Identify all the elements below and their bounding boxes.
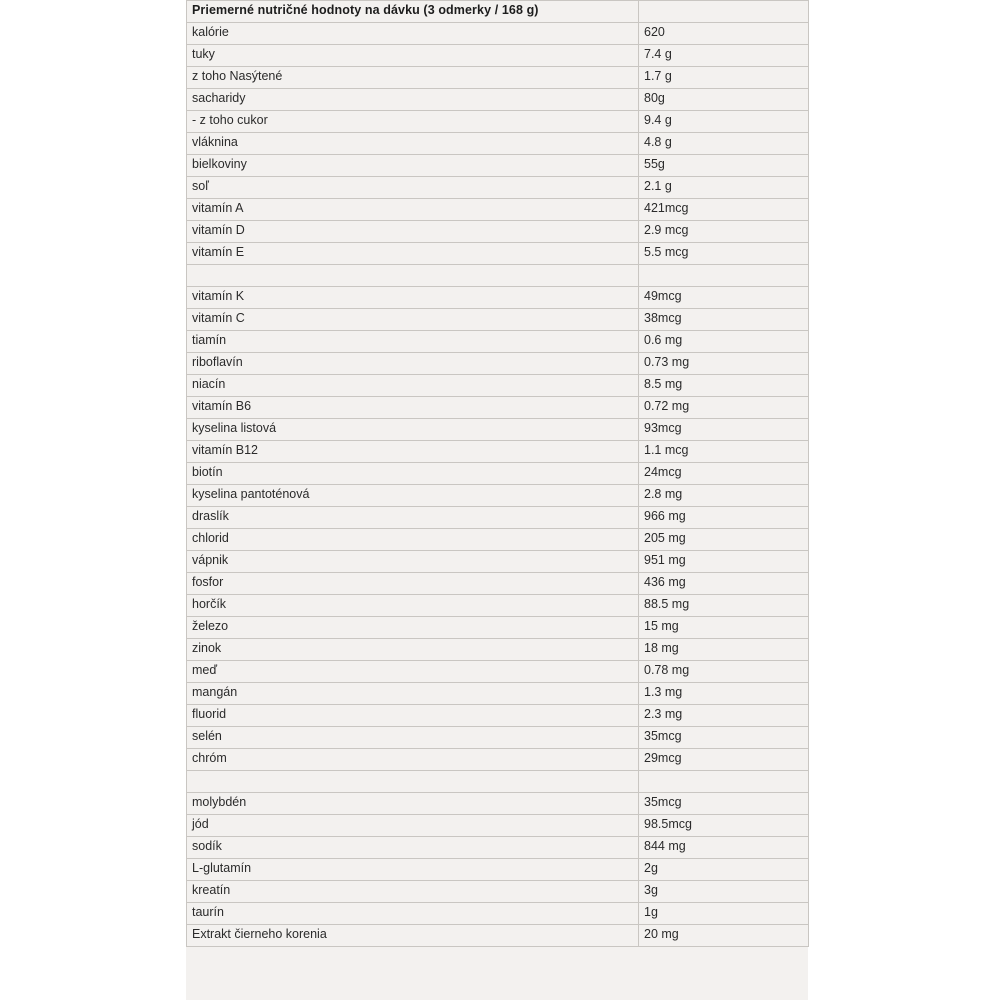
- nutrient-value: 1.7 g: [639, 67, 809, 89]
- nutrient-value: 35mcg: [639, 793, 809, 815]
- nutrient-value: 7.4 g: [639, 45, 809, 67]
- nutrient-name: vitamín D: [187, 221, 639, 243]
- table-row: [187, 683, 809, 705]
- table-row: [187, 881, 809, 903]
- nutrient-value: 1.3 mg: [639, 683, 809, 705]
- nutrient-name: riboflavín: [187, 353, 639, 375]
- table-row: [187, 287, 809, 309]
- nutrient-value: 205 mg: [639, 529, 809, 551]
- nutrient-name: vitamín B12: [187, 441, 639, 463]
- nutrient-name: sodík: [187, 837, 639, 859]
- nutrient-name: selén: [187, 727, 639, 749]
- nutrient-name: kreatín: [187, 881, 639, 903]
- nutrient-name: - z toho cukor: [187, 111, 639, 133]
- nutrient-value: 24mcg: [639, 463, 809, 485]
- table-row: [187, 221, 809, 243]
- table-row: [187, 485, 809, 507]
- nutrient-name: niacín: [187, 375, 639, 397]
- nutrient-value: 0.72 mg: [639, 397, 809, 419]
- nutrient-value: 1.1 mcg: [639, 441, 809, 463]
- nutrient-name: [187, 771, 639, 793]
- table-row: [187, 199, 809, 221]
- nutrition-table-body: [187, 1, 809, 947]
- nutrient-value: 55g: [639, 155, 809, 177]
- nutrient-value: 2.3 mg: [639, 705, 809, 727]
- table-row: [187, 639, 809, 661]
- table-row: [187, 133, 809, 155]
- nutrient-value: 20 mg: [639, 925, 809, 947]
- table-row: [187, 353, 809, 375]
- nutrient-name: tuky: [187, 45, 639, 67]
- nutrient-value: 620: [639, 23, 809, 45]
- table-row: [187, 903, 809, 925]
- table-row: [187, 793, 809, 815]
- nutrient-name: zinok: [187, 639, 639, 661]
- table-row: [187, 243, 809, 265]
- nutrient-value: 421mcg: [639, 199, 809, 221]
- table-row: [187, 727, 809, 749]
- nutrient-value: 93mcg: [639, 419, 809, 441]
- table-row: [187, 661, 809, 683]
- nutrient-value: 436 mg: [639, 573, 809, 595]
- nutrient-name: draslík: [187, 507, 639, 529]
- nutrient-name: chróm: [187, 749, 639, 771]
- nutrient-value: 4.8 g: [639, 133, 809, 155]
- table-row: [187, 551, 809, 573]
- nutrient-name: fosfor: [187, 573, 639, 595]
- nutrient-value: 0.73 mg: [639, 353, 809, 375]
- nutrient-value: 3g: [639, 881, 809, 903]
- nutrient-name: kyselina listová: [187, 419, 639, 441]
- table-row: [187, 573, 809, 595]
- table-row: [187, 595, 809, 617]
- nutrient-name: mangán: [187, 683, 639, 705]
- nutrient-value: 966 mg: [639, 507, 809, 529]
- table-row: [187, 705, 809, 727]
- nutrition-label-sheet: [186, 0, 808, 1000]
- table-row: [187, 419, 809, 441]
- nutrient-value: 1g: [639, 903, 809, 925]
- nutrient-value: 0.6 mg: [639, 331, 809, 353]
- nutrient-value: 2.8 mg: [639, 485, 809, 507]
- table-row: [187, 177, 809, 199]
- nutrient-name: [187, 265, 639, 287]
- nutrient-name: železo: [187, 617, 639, 639]
- table-row: [187, 67, 809, 89]
- nutrient-value: 98.5mcg: [639, 815, 809, 837]
- table-row: [187, 617, 809, 639]
- nutrient-name: Extrakt čierneho korenia: [187, 925, 639, 947]
- table-row: [187, 441, 809, 463]
- nutrient-value: 18 mg: [639, 639, 809, 661]
- nutrient-name: sacharidy: [187, 89, 639, 111]
- nutrient-name: horčík: [187, 595, 639, 617]
- nutrient-value: 38mcg: [639, 309, 809, 331]
- nutrient-name: soľ: [187, 177, 639, 199]
- nutrient-value: 8.5 mg: [639, 375, 809, 397]
- nutrient-name: chlorid: [187, 529, 639, 551]
- nutrient-name: vitamín A: [187, 199, 639, 221]
- nutrition-table: [186, 0, 809, 947]
- nutrient-value: [639, 265, 809, 287]
- nutrient-name: kyselina pantoténová: [187, 485, 639, 507]
- table-row: [187, 925, 809, 947]
- nutrient-value: 80g: [639, 89, 809, 111]
- nutrient-value: 2.1 g: [639, 177, 809, 199]
- table-row: [187, 749, 809, 771]
- table-row: [187, 507, 809, 529]
- table-spacer-row: [187, 265, 809, 287]
- nutrient-name: vláknina: [187, 133, 639, 155]
- nutrient-value: 88.5 mg: [639, 595, 809, 617]
- table-row: [187, 837, 809, 859]
- nutrient-value: 2.9 mcg: [639, 221, 809, 243]
- nutrient-name: vápnik: [187, 551, 639, 573]
- nutrient-value: [639, 771, 809, 793]
- nutrient-value: 2g: [639, 859, 809, 881]
- table-row: [187, 89, 809, 111]
- nutrient-name: bielkoviny: [187, 155, 639, 177]
- table-row: [187, 859, 809, 881]
- nutrient-value: 49mcg: [639, 287, 809, 309]
- nutrient-value: 0.78 mg: [639, 661, 809, 683]
- table-row: [187, 375, 809, 397]
- nutrient-name: taurín: [187, 903, 639, 925]
- nutrient-name: vitamín K: [187, 287, 639, 309]
- nutrient-name: molybdén: [187, 793, 639, 815]
- nutrient-name: fluorid: [187, 705, 639, 727]
- nutrient-name: z toho Nasýtené: [187, 67, 639, 89]
- table-row: [187, 309, 809, 331]
- table-row: [187, 529, 809, 551]
- nutrient-value: 844 mg: [639, 837, 809, 859]
- table-row: [187, 111, 809, 133]
- table-title: Priemerné nutričné hodnoty na dávku (3 odmerky / 168 g): [187, 1, 639, 23]
- table-row: [187, 331, 809, 353]
- table-row: [187, 45, 809, 67]
- nutrient-name: meď: [187, 661, 639, 683]
- nutrient-name: L-glutamín: [187, 859, 639, 881]
- table-row: [187, 23, 809, 45]
- nutrient-name: vitamín E: [187, 243, 639, 265]
- nutrient-name: kalórie: [187, 23, 639, 45]
- table-row: [187, 815, 809, 837]
- nutrient-value: 951 mg: [639, 551, 809, 573]
- nutrient-name: vitamín B6: [187, 397, 639, 419]
- table-row: [187, 397, 809, 419]
- table-row: [187, 463, 809, 485]
- nutrient-value: 15 mg: [639, 617, 809, 639]
- nutrient-value: 35mcg: [639, 727, 809, 749]
- table-row: [187, 155, 809, 177]
- table-spacer-row: [187, 771, 809, 793]
- nutrient-value: 9.4 g: [639, 111, 809, 133]
- nutrient-name: vitamín C: [187, 309, 639, 331]
- table-header-value: [639, 1, 809, 23]
- nutrient-name: jód: [187, 815, 639, 837]
- nutrient-value: 29mcg: [639, 749, 809, 771]
- nutrient-name: biotín: [187, 463, 639, 485]
- nutrient-value: 5.5 mcg: [639, 243, 809, 265]
- table-header-row: [187, 1, 809, 23]
- nutrient-name: tiamín: [187, 331, 639, 353]
